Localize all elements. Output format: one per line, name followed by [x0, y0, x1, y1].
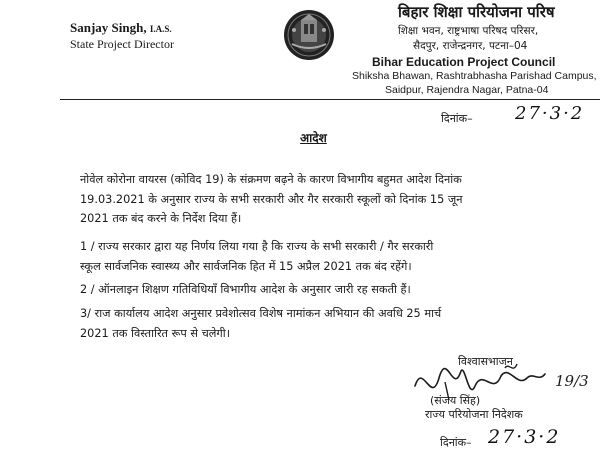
paragraph-2 [80, 237, 595, 276]
address-line1-hindi: शिक्षा भवन, राष्ट्रभाषा परिषद परिसर, [398, 25, 539, 37]
paragraph-3-line: 2 / ऑनलाइन शिक्षण गतिविधियाँ विभागीय आदेश के अनुसार जारी रह सकती हैं। [80, 283, 411, 296]
address-line2-english: Saidpur, Rajendra Nagar, Patna-04 [385, 84, 549, 96]
paragraph-4 [80, 304, 595, 343]
address-line1-english: Shiksha Bhawan, Rashtrabhasha Parishad Campus, [352, 70, 597, 82]
date-bottom-value: 27·3·2 [488, 426, 561, 448]
bihar-state-emblem-icon [268, 8, 350, 62]
paragraph-1-line: नोवेल कोरोना वायरस (कोविद 19) के संक्रमण बढ़ने के कारण विभागीय बहुमत आदेश दिनांक [80, 173, 462, 186]
signature-note: 19/3 [555, 372, 589, 390]
paragraph-2-line: स्कूल सार्वजनिक स्वास्थ्य और सार्वजनिक हित में 15 अप्रैल 2021 तक बंद रहेंगे। [80, 259, 412, 273]
paragraph-3 [80, 280, 595, 300]
date-top-label: दिनांक– [441, 112, 473, 125]
address-line2-hindi: सैदपुर, राजेन्द्रनगर, पटना–04 [413, 40, 528, 52]
officer-name-text: Sanjay Singh, [70, 20, 147, 35]
date-top-value: 27·3·2 [515, 103, 585, 124]
org-name-hindi: बिहार शिक्षा परियोजना परिष [398, 3, 555, 21]
paragraph-1 [80, 170, 595, 229]
paragraph-2-line: 1 / राज्य सरकार द्वारा यह निर्णय लिया गया है कि राज्य के सभी सरकारी / गैर सरकारी [80, 240, 434, 253]
paragraph-1-line: 2021 तक बंद करने के निर्देश दिया हैं। [80, 212, 242, 225]
signatory-title: राज्य परियोजना निदेशक [425, 408, 523, 421]
paragraph-4-line: 2021 तक विस्तारित रूप से चलेगी। [80, 326, 231, 340]
order-title: आदेश [300, 131, 327, 145]
date-bottom-label: दिनांक– [440, 436, 472, 449]
paragraph-4-line: 3/ राज कार्यालय आदेश अनुसार प्रवेशोत्सव विशेष नामांकन अभियान की अवधि 25 मार्च [80, 307, 442, 320]
officer-suffix: I.A.S. [149, 24, 172, 34]
signatory-name: (संजय सिंह) [430, 394, 481, 407]
officer-name [70, 20, 172, 36]
signature-label: विश्वासभाजन [458, 355, 513, 368]
officer-designation: State Project Director [70, 37, 174, 51]
paragraph-1-line: 19.03.2021 के अनुसार राज्य के सभी सरकारी और गैर सरकारी स्कूलों को दिनांक 15 जून [80, 192, 463, 206]
header-divider [60, 99, 600, 100]
org-name-english: Bihar Education Project Council [372, 55, 556, 69]
